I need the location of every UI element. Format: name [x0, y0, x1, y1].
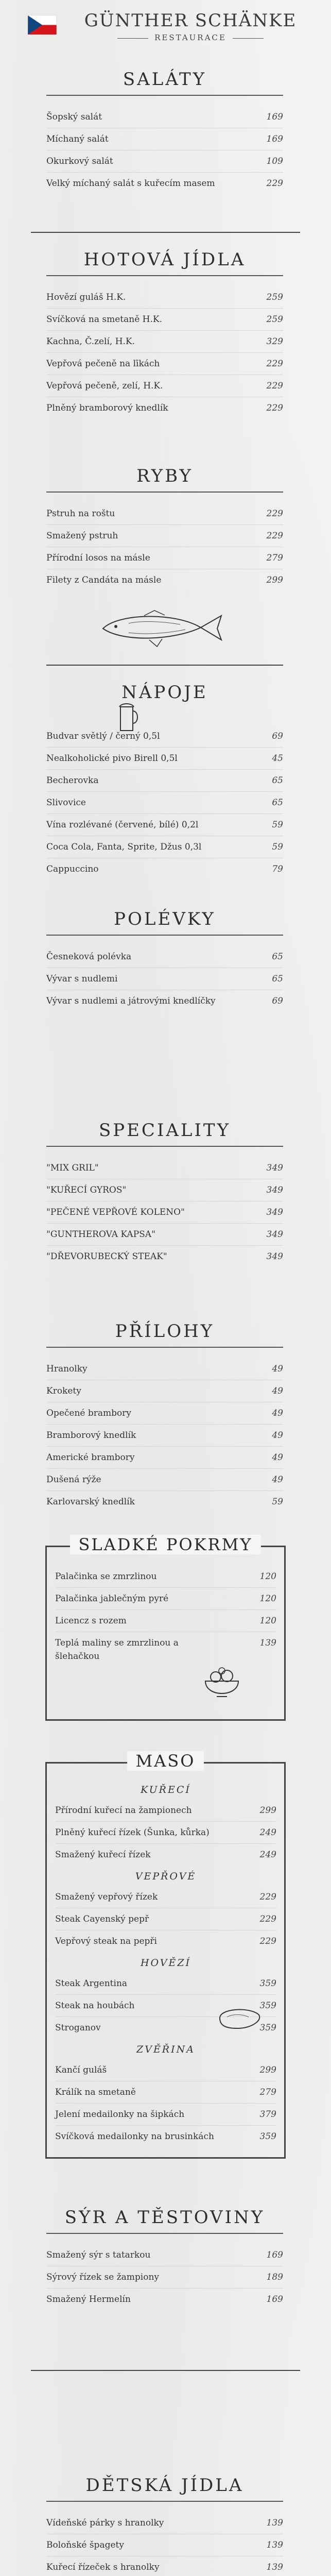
- tagline-text: RESTAURACE: [154, 33, 227, 42]
- item-name: Palačinka se zmrzlinou: [55, 1571, 157, 1582]
- item-price: 49: [272, 1408, 283, 1418]
- divider: [46, 95, 283, 96]
- item-price: 229: [266, 403, 283, 413]
- item-price: 299: [259, 1805, 276, 1816]
- section-ryby: [46, 464, 283, 591]
- menu-item: [46, 946, 283, 968]
- item-price: 69: [272, 996, 283, 1006]
- item-name: Velký míchaný salát s kuřecím masem: [46, 178, 215, 189]
- section-title: POLÉVKY: [114, 909, 216, 929]
- item-name: Přírodní losos na másle: [46, 553, 150, 563]
- item-list: [46, 1358, 283, 1513]
- section-title: NÁPOJE: [121, 682, 208, 703]
- item-price: 259: [266, 314, 283, 325]
- subsection-title: HOVĚZÍ: [140, 1957, 191, 1969]
- item-price: 169: [266, 2250, 283, 2260]
- divider: [46, 2233, 283, 2234]
- menu-item: [46, 309, 283, 331]
- item-name: "PEČENÉ VEPŘOVÉ KOLENO": [46, 1207, 185, 1217]
- item-price: 139: [266, 2518, 283, 2528]
- item-name: Nealkoholické pivo Birell 0,5l: [46, 753, 178, 764]
- menu-item: [46, 2266, 283, 2289]
- item-name: Vývar s nudlemi a játrovými knedlíčky: [46, 996, 216, 1006]
- beer-mug-icon: [118, 702, 139, 733]
- item-price: 359: [259, 2131, 276, 2142]
- menu-item: [46, 1201, 283, 1224]
- item-price: 49: [272, 1386, 283, 1396]
- menu-item: [46, 1358, 283, 1380]
- item-list: [55, 2059, 276, 2147]
- page-divider: [31, 232, 300, 233]
- item-name: Coca Cola, Fanta, Sprite, Džus 0,3l: [46, 842, 202, 852]
- subsection-title: KUŘECÍ: [141, 1784, 191, 1795]
- item-name: Vídeňské párky s hranolky: [46, 2518, 164, 2528]
- item-list: [46, 106, 283, 194]
- section-sladke-pokrmy: [45, 1535, 286, 1721]
- item-list: [46, 286, 283, 419]
- item-price: 229: [259, 1936, 276, 1946]
- subsection-title: ZVĚŘINA: [136, 2044, 195, 2055]
- section-prilohy: [46, 1319, 283, 1513]
- item-name: Svíčková medailonky na brusinkách: [55, 2131, 214, 2142]
- divider: [46, 275, 283, 276]
- item-name: Česneková polévka: [46, 952, 132, 962]
- dessert-bowl-icon: [201, 1666, 242, 1702]
- page-divider: [46, 665, 283, 666]
- section-maso: [45, 1751, 286, 2159]
- item-price: 349: [266, 1229, 283, 1240]
- item-price: 49: [272, 1364, 283, 1374]
- item-name: Bramborový knedlík: [46, 1430, 136, 1440]
- item-price: 249: [259, 1850, 276, 1860]
- menu-item: [46, 1157, 283, 1179]
- menu-item: [55, 2081, 276, 2104]
- item-price: 379: [259, 2109, 276, 2120]
- page-divider: [31, 2370, 300, 2371]
- item-name: Svíčková na smetaně H.K.: [46, 314, 162, 325]
- menu-item: [46, 2244, 283, 2266]
- menu-item: [46, 173, 283, 194]
- menu-item: [46, 397, 283, 419]
- menu-item: [46, 748, 283, 770]
- menu-item: [46, 1246, 283, 1267]
- item-price: 65: [272, 775, 283, 786]
- item-price: 349: [266, 1163, 283, 1173]
- item-price: 359: [259, 1978, 276, 1989]
- menu-item: [46, 128, 283, 150]
- item-price: 299: [259, 2065, 276, 2075]
- divider: [46, 1146, 283, 1147]
- item-name: Plněný bramborový knedlík: [46, 403, 168, 413]
- section-title: SALÁTY: [123, 69, 207, 90]
- item-name: Stroganov: [55, 2023, 101, 2033]
- menu-item: [55, 1632, 276, 1667]
- item-price: 299: [266, 575, 283, 585]
- item-price: 229: [266, 178, 283, 189]
- item-name: Steak Cayenský pepř: [55, 1914, 149, 1924]
- item-name: Boloňské špagety: [46, 2540, 124, 2550]
- item-price: 59: [272, 1497, 283, 1507]
- item-price: 349: [266, 1185, 283, 1195]
- item-price: 65: [272, 974, 283, 984]
- item-name: Vepřová pečeně, zelí, H.K.: [46, 381, 163, 391]
- item-name: Budvar světlý / černý 0,5l: [46, 731, 160, 741]
- item-price: 279: [259, 2087, 276, 2097]
- menu-item: [46, 2512, 283, 2534]
- item-price: 349: [266, 1207, 283, 1217]
- menu-item: [46, 814, 283, 836]
- menu-item: [46, 968, 283, 990]
- menu-item: [55, 2059, 276, 2081]
- item-name: Šopský salát: [46, 112, 102, 122]
- item-name: Kančí guláš: [55, 2065, 107, 2075]
- menu-item: [46, 1402, 283, 1425]
- item-name: Králík na smetaně: [55, 2087, 136, 2097]
- item-name: Hovězí guláš H.K.: [46, 292, 126, 302]
- item-price: 49: [272, 1430, 283, 1440]
- item-name: Jelení medailonky na šipkách: [55, 2109, 185, 2120]
- item-list: [46, 1157, 283, 1267]
- item-name: Vepřová pečeně na līkách: [46, 359, 160, 369]
- section-hotova-jidla: [46, 247, 283, 419]
- section-detska-jidla: [46, 2473, 283, 2576]
- item-price: 65: [272, 798, 283, 808]
- menu-item: [46, 836, 283, 858]
- maso-content: [55, 1779, 276, 2147]
- section-title: DĚTSKÁ JÍDLA: [85, 2475, 244, 2496]
- item-price: 49: [272, 1452, 283, 1463]
- item-list: [46, 725, 283, 880]
- menu-item: [55, 2126, 276, 2147]
- item-name: Pstruh na roštu: [46, 509, 115, 519]
- section-title: SÝR A TĚSTOVINY: [64, 2207, 265, 2228]
- menu-item: [55, 1973, 276, 1995]
- section-title: RYBY: [136, 466, 193, 486]
- item-price: 120: [259, 1616, 276, 1626]
- menu-item: [55, 1930, 276, 1952]
- brand-tagline: [67, 33, 314, 42]
- subsection-title: VEPŘOVÉ: [135, 1871, 197, 1882]
- menu-item: [46, 792, 283, 814]
- item-price: 45: [272, 753, 283, 764]
- divider: [46, 1347, 283, 1348]
- item-price: 59: [272, 820, 283, 830]
- section-salaty: [46, 67, 283, 194]
- item-name: Krokety: [46, 1386, 81, 1396]
- menu-item: [46, 1491, 283, 1513]
- fish-icon: [98, 608, 227, 649]
- item-price: 229: [266, 359, 283, 369]
- item-name: Cappuccino: [46, 864, 99, 874]
- item-name: Okurkový salát: [46, 156, 113, 166]
- menu-item: [46, 725, 283, 748]
- menu-item: [46, 150, 283, 173]
- menu-item: [46, 353, 283, 375]
- menu-item: [55, 1844, 276, 1866]
- item-name: Opečené brambory: [46, 1408, 131, 1418]
- item-price: 189: [266, 2272, 283, 2282]
- item-price: 169: [266, 112, 283, 122]
- item-price: 120: [259, 1571, 276, 1582]
- menu-item: [46, 503, 283, 525]
- item-name: Míchaný salát: [46, 134, 109, 144]
- item-price: 259: [266, 292, 283, 302]
- item-price: 69: [272, 731, 283, 741]
- menu-item: [46, 331, 283, 353]
- item-price: 229: [266, 531, 283, 541]
- item-price: 329: [266, 336, 283, 347]
- czech-flag-icon: [28, 15, 57, 35]
- item-name: Karlovarský knedlík: [46, 1497, 135, 1507]
- item-price: 279: [266, 553, 283, 563]
- item-price: 49: [272, 1475, 283, 1485]
- menu-item: [46, 1425, 283, 1447]
- menu-item: [55, 1886, 276, 1908]
- section-title: HOTOVÁ JÍDLA: [83, 249, 246, 270]
- menu-item: [55, 2104, 276, 2126]
- menu-item: [46, 525, 283, 547]
- item-name: Smažený sýr s tatarkou: [46, 2250, 151, 2260]
- menu-item: [46, 2289, 283, 2310]
- menu-item: [46, 1469, 283, 1491]
- menu-item: [46, 2556, 283, 2576]
- item-name: Smažený kuřecí řízek: [55, 1850, 151, 1860]
- item-name: Dušená rýže: [46, 1475, 101, 1485]
- menu-item: [55, 1822, 276, 1844]
- menu-item: [46, 1224, 283, 1246]
- item-price: 139: [259, 1638, 276, 1648]
- steak-icon: [217, 2006, 263, 2031]
- divider: [46, 2501, 283, 2502]
- item-price: 359: [259, 2001, 276, 2011]
- item-price: 229: [266, 381, 283, 391]
- item-name: Americké brambory: [46, 1452, 135, 1463]
- item-name: "GUNTHEROVA KAPSA": [46, 1229, 155, 1240]
- menu-item: [46, 106, 283, 128]
- menu-item: [46, 990, 283, 1012]
- menu-item: [55, 1800, 276, 1822]
- brand-name: GÜNTHER SCHÄNKE: [84, 10, 297, 31]
- section-title: SPECIALITY: [98, 1120, 231, 1141]
- menu-item: [55, 1908, 276, 1930]
- item-name: Palačinka jablečným pyré: [55, 1594, 169, 1604]
- item-price: 120: [259, 1594, 276, 1604]
- menu-item: [46, 2534, 283, 2556]
- menu-item: [46, 1380, 283, 1402]
- item-name: Smažený vepřový řízek: [55, 1892, 158, 1902]
- item-name: Plněný kuřecí řízek (Šunka, kůrka): [55, 1827, 210, 1838]
- item-name: Vývar s nudlemi: [46, 974, 118, 984]
- item-price: 139: [266, 2540, 283, 2550]
- item-price: 229: [259, 1892, 276, 1902]
- item-name: Steak Argentina: [55, 1978, 128, 1989]
- divider: [46, 935, 283, 936]
- item-name: "DŘEVORUBECKÝ STEAK": [46, 1251, 167, 1262]
- item-list: [46, 2512, 283, 2576]
- menu-item: [46, 858, 283, 880]
- item-list: [46, 946, 283, 1012]
- item-price: 169: [266, 2294, 283, 2304]
- item-price: 79: [272, 864, 283, 874]
- item-list: [55, 1566, 276, 1667]
- menu-item: [46, 547, 283, 569]
- item-price: 139: [266, 2562, 283, 2572]
- item-price: 229: [266, 509, 283, 519]
- menu-item: [55, 1588, 276, 1610]
- menu-item: [46, 286, 283, 309]
- menu-item: [55, 1610, 276, 1632]
- menu-item: [46, 770, 283, 792]
- menu-item: [46, 1447, 283, 1469]
- item-list: [55, 1886, 276, 1952]
- item-name: Slivovice: [46, 798, 86, 808]
- section-title: PŘÍLOHY: [115, 1321, 215, 1342]
- item-name: Becherovka: [46, 775, 99, 786]
- section-syr-testoviny: [46, 2205, 283, 2310]
- section-napoje: [46, 680, 283, 880]
- menu-item: [46, 375, 283, 397]
- item-name: Vína rozlévané (červené, bílé) 0,2l: [46, 820, 199, 830]
- item-price: 109: [266, 156, 283, 166]
- item-name: Smažený Hermelín: [46, 2294, 131, 2304]
- item-name: Sýrový řízek se žampiony: [46, 2272, 160, 2282]
- item-price: 249: [259, 1827, 276, 1838]
- item-name: Vepřový steak na pepři: [55, 1936, 157, 1946]
- item-list: [46, 503, 283, 591]
- divider: [46, 492, 283, 493]
- item-name: Kachna, Č.zelí, H.K.: [46, 336, 135, 347]
- item-list: [46, 2244, 283, 2310]
- header: [0, 0, 331, 67]
- item-name: Kuřecí řízeček s hranolky: [46, 2562, 160, 2572]
- item-price: 349: [266, 1251, 283, 1262]
- section-title: MASO: [127, 1751, 203, 1771]
- menu-item: [55, 1566, 276, 1588]
- item-price: 359: [259, 2023, 276, 2033]
- item-price: 229: [259, 1914, 276, 1924]
- item-name: Přírodní kuřecí na žampionech: [55, 1805, 192, 1816]
- item-name: "KUŘECÍ GYROS": [46, 1185, 127, 1195]
- item-name: Filety z Candáta na másle: [46, 575, 162, 585]
- section-polevky: [46, 907, 283, 1012]
- item-name: Licencz s rozem: [55, 1616, 127, 1626]
- item-price: 169: [266, 134, 283, 144]
- item-price: 59: [272, 842, 283, 852]
- item-name: Smažený pstruh: [46, 531, 118, 541]
- section-title: SLADKÉ POKRMY: [70, 1535, 260, 1554]
- item-name: "MIX GRIL": [46, 1163, 99, 1173]
- item-name: Hranolky: [46, 1364, 88, 1374]
- item-name: Teplá maliny se zmrzlinou a šlehačkou: [55, 1638, 179, 1662]
- item-price: 65: [272, 952, 283, 962]
- section-speciality: [46, 1118, 283, 1267]
- menu-item: [46, 1179, 283, 1201]
- menu-item: [46, 569, 283, 591]
- item-list: [55, 1800, 276, 1866]
- item-name: Steak na houbách: [55, 2001, 135, 2011]
